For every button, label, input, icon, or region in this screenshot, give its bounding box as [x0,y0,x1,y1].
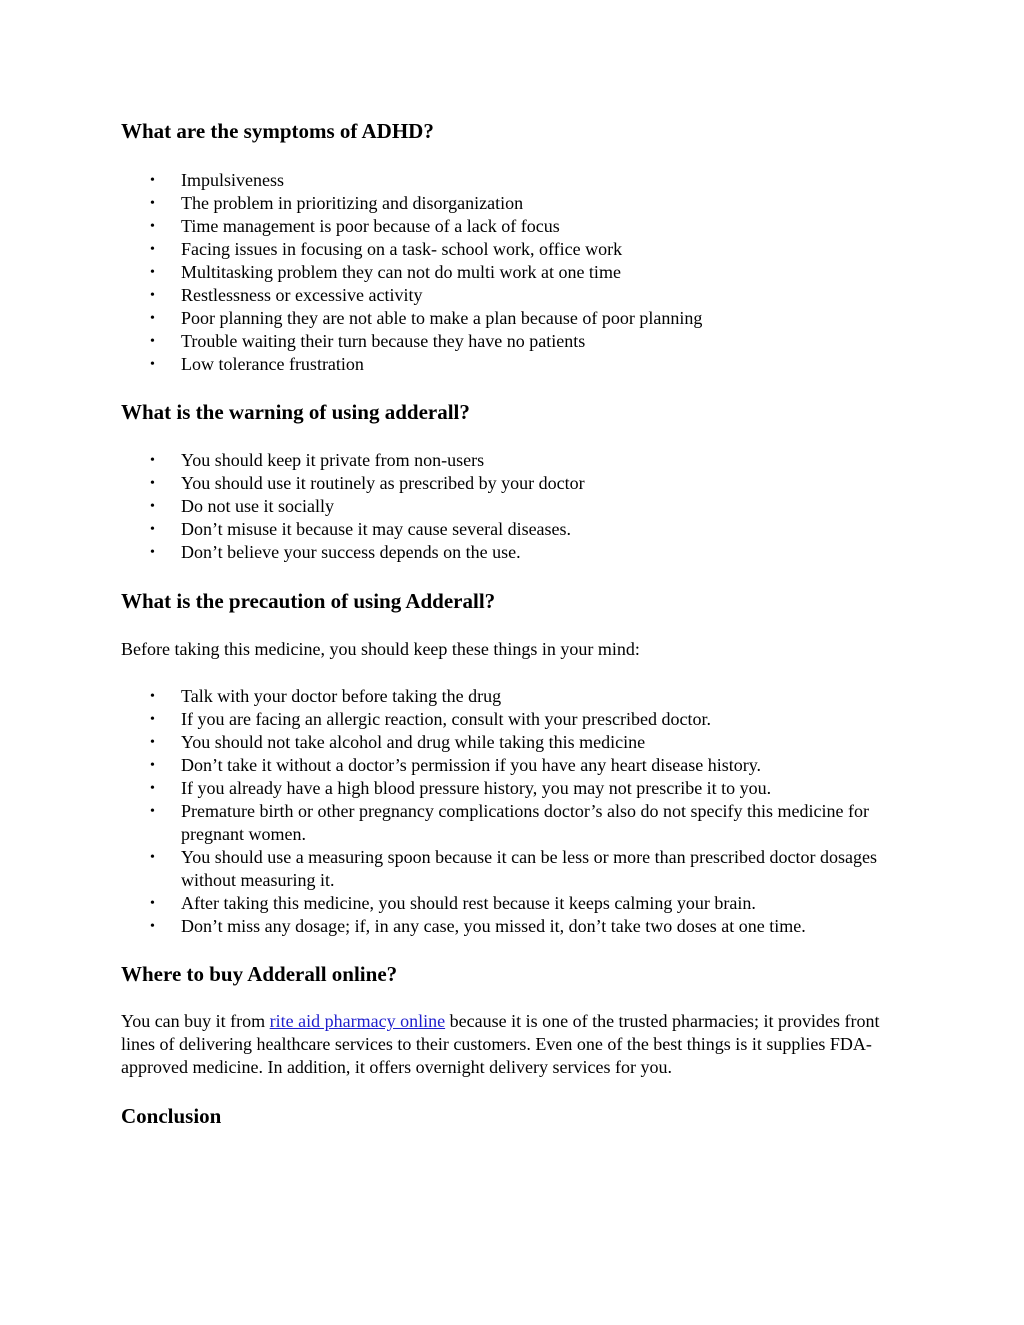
bullet-icon: • [150,919,155,934]
list-item [121,518,911,541]
heading-conclusion: Conclusion [121,1104,222,1128]
list-item [121,754,911,777]
list-item [121,731,911,754]
bullet-icon: • [150,453,155,468]
list-item [121,307,911,330]
bullet-icon: • [150,173,155,188]
list-item [121,846,911,892]
list-item-text: Don’t take it without a doctor’s permission if you have any heart disease history. [181,755,762,775]
bullet-icon: • [150,735,155,750]
precaution-intro: Before taking this medicine, you should keep these things in your mind: [121,639,640,659]
pharmacy-link[interactable]: rite aid pharmacy online [269,1011,446,1031]
list-item-text: Trouble waiting their turn because they have no patients [181,331,586,351]
bullet-icon: • [150,781,155,796]
heading-buy: Where to buy Adderall online? [121,962,398,986]
bullet-icon: • [150,311,155,326]
bullet-icon: • [150,712,155,727]
bullet-icon: • [150,804,155,819]
list-item-text: Impulsiveness [181,170,284,190]
list-item [121,330,911,353]
list-item-text: You should use a measuring spoon because it can be less or more than prescribed doctor dosages without measuring it. [181,847,878,890]
bullet-icon: • [150,896,155,911]
list-item-text: The problem in prioritizing and disorganization [181,193,524,213]
list-item [121,800,911,846]
bullet-icon: • [150,689,155,704]
list-item-text: You should use it routinely as prescribed by your doctor [181,473,585,493]
list-item [121,238,911,261]
list-item-text: Talk with your doctor before taking the drug [181,686,502,706]
list-item-text: Don’t miss any dosage; if, in any case, you missed it, don’t take two doses at one time. [181,916,806,936]
list-item [121,192,911,215]
document-page [121,118,911,1129]
heading-warning: What is the warning of using adderall? [121,400,470,424]
list-item [121,708,911,731]
bullet-icon: • [150,334,155,349]
list-item-text: Don’t believe your success depends on the use. [181,542,521,562]
list-item-text: After taking this medicine, you should rest because it keeps calming your brain. [181,893,756,913]
buy-text-after-link: because it is one of the trusted pharmacies; it provides front lines of delivering healthcare services to their customers. Even one of the best things is it supplies FDA-approved medicine. In addition, it offers overnight delivery services for you. [121,1011,880,1077]
heading-symptoms: What are the symptoms of ADHD? [121,119,434,143]
bullet-icon: • [150,758,155,773]
bullet-icon: • [150,522,155,537]
bullet-icon: • [150,196,155,211]
bullet-icon: • [150,265,155,280]
list-item [121,892,911,915]
bullet-icon: • [150,219,155,234]
list-item [121,449,911,472]
list-item [121,284,911,307]
list-item-text: Time management is poor because of a lack of focus [181,216,560,236]
list-item-text: If you are facing an allergic reaction, consult with your prescribed doctor. [181,709,711,729]
bullet-icon: • [150,357,155,372]
list-item [121,495,911,518]
buy-text-before-link: You can buy it from [121,1011,270,1031]
list-item-text: Don’t misuse it because it may cause several diseases. [181,519,572,539]
list-item-text: Facing issues in focusing on a task- school work, office work [181,239,623,259]
list-item [121,915,911,938]
list-item-text: Low tolerance frustration [181,354,364,374]
list-item-text: Multitasking problem they can not do multi work at one time [181,262,621,282]
list-item [121,685,911,708]
list-item [121,541,911,564]
bullet-icon: • [150,499,155,514]
heading-precaution: What is the precaution of using Adderall? [121,589,496,613]
list-item-text: Poor planning they are not able to make a plan because of poor planning [181,308,703,328]
bullet-icon: • [150,288,155,303]
bullet-icon: • [150,476,155,491]
list-item [121,353,911,376]
list-item-text: Do not use it socially [181,496,334,516]
precaution-list [121,685,911,938]
warning-list [121,449,911,564]
symptoms-list [121,169,911,376]
list-item-text: You should not take alcohol and drug while taking this medicine [181,732,646,752]
list-item-text: Premature birth or other pregnancy complications doctor’s also do not specify this medicine for pregnant women. [181,801,869,844]
bullet-icon: • [150,242,155,257]
bullet-icon: • [150,545,155,560]
list-item [121,472,911,495]
list-item [121,777,911,800]
list-item [121,215,911,238]
list-item-text: If you already have a high blood pressure history, you may not prescribe it to you. [181,778,772,798]
bullet-icon: • [150,850,155,865]
list-item-text: You should keep it private from non-users [181,450,485,470]
list-item [121,261,911,284]
list-item-text: Restlessness or excessive activity [181,285,423,305]
buy-paragraph [121,1010,911,1079]
list-item [121,169,911,192]
